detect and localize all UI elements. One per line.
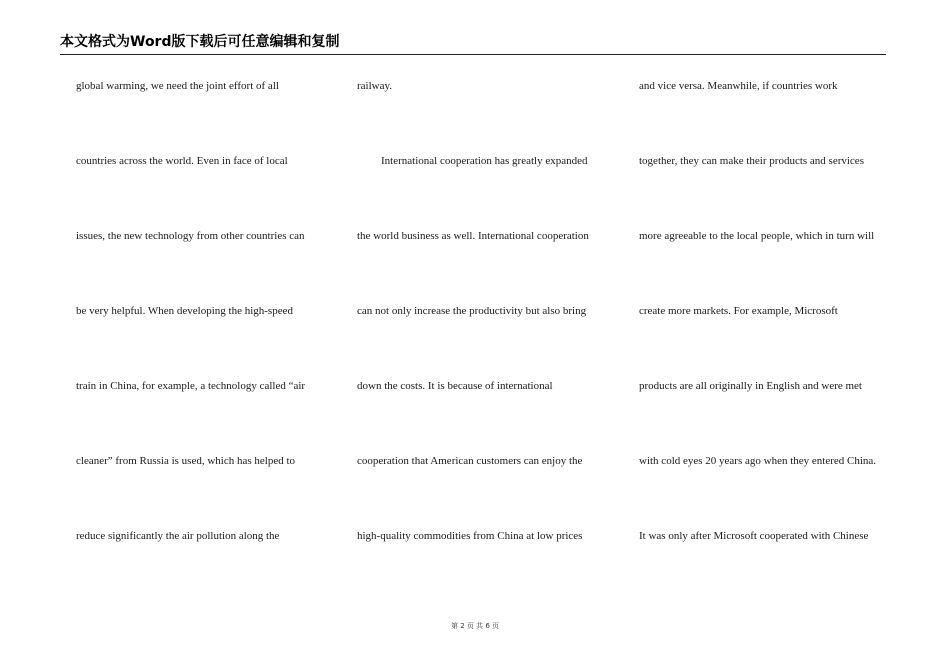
text-column-2 [357,77,609,602]
text-line: more agreeable to the local people, which in turn will [639,230,875,242]
text-line: cleaner” from Russia is used, which has helped to [76,455,296,467]
page-header [60,32,886,55]
text-line: the world business as well. International cooperation [357,230,589,242]
text-line: reduce significantly the air pollution along the [76,530,280,542]
text-line: down the costs. It is because of international [357,380,553,392]
text-column-3 [639,77,891,602]
text-line: create more markets. For example, Microsoft [639,305,838,317]
text-line: issues, the new technology from other countries can [76,230,305,242]
text-line: can not only increase the productivity but also bring [357,305,587,317]
text-line: global warming, we need the joint effort of all [76,80,279,92]
text-line: high-quality commodities from China at low prices [357,530,583,542]
text-line: and vice versa. Meanwhile, if countries work [639,80,838,92]
text-line: train in China, for example, a technology called “air [76,380,306,392]
text-line: products are all originally in English and were met [639,380,862,392]
text-line: together, they can make their products and services [639,155,864,167]
page-number-footer: 第 2 页 共 6 页 [450,622,500,630]
text-line: cooperation that American customers can enjoy the [357,455,583,467]
paragraph-start-line: International cooperation has greatly expanded [381,155,588,167]
text-line: with cold eyes 20 years ago when they entered China. [639,455,877,467]
text-line: countries across the world. Even in face of local [76,155,288,167]
text-line: railway. [357,80,393,92]
text-line: It was only after Microsoft cooperated with Chinese [639,530,869,542]
text-column-1 [76,77,328,602]
text-line: be very helpful. When developing the high-speed [76,305,293,317]
header-title: 本文格式为Word版下载后可任意编辑和复制 [60,34,340,50]
